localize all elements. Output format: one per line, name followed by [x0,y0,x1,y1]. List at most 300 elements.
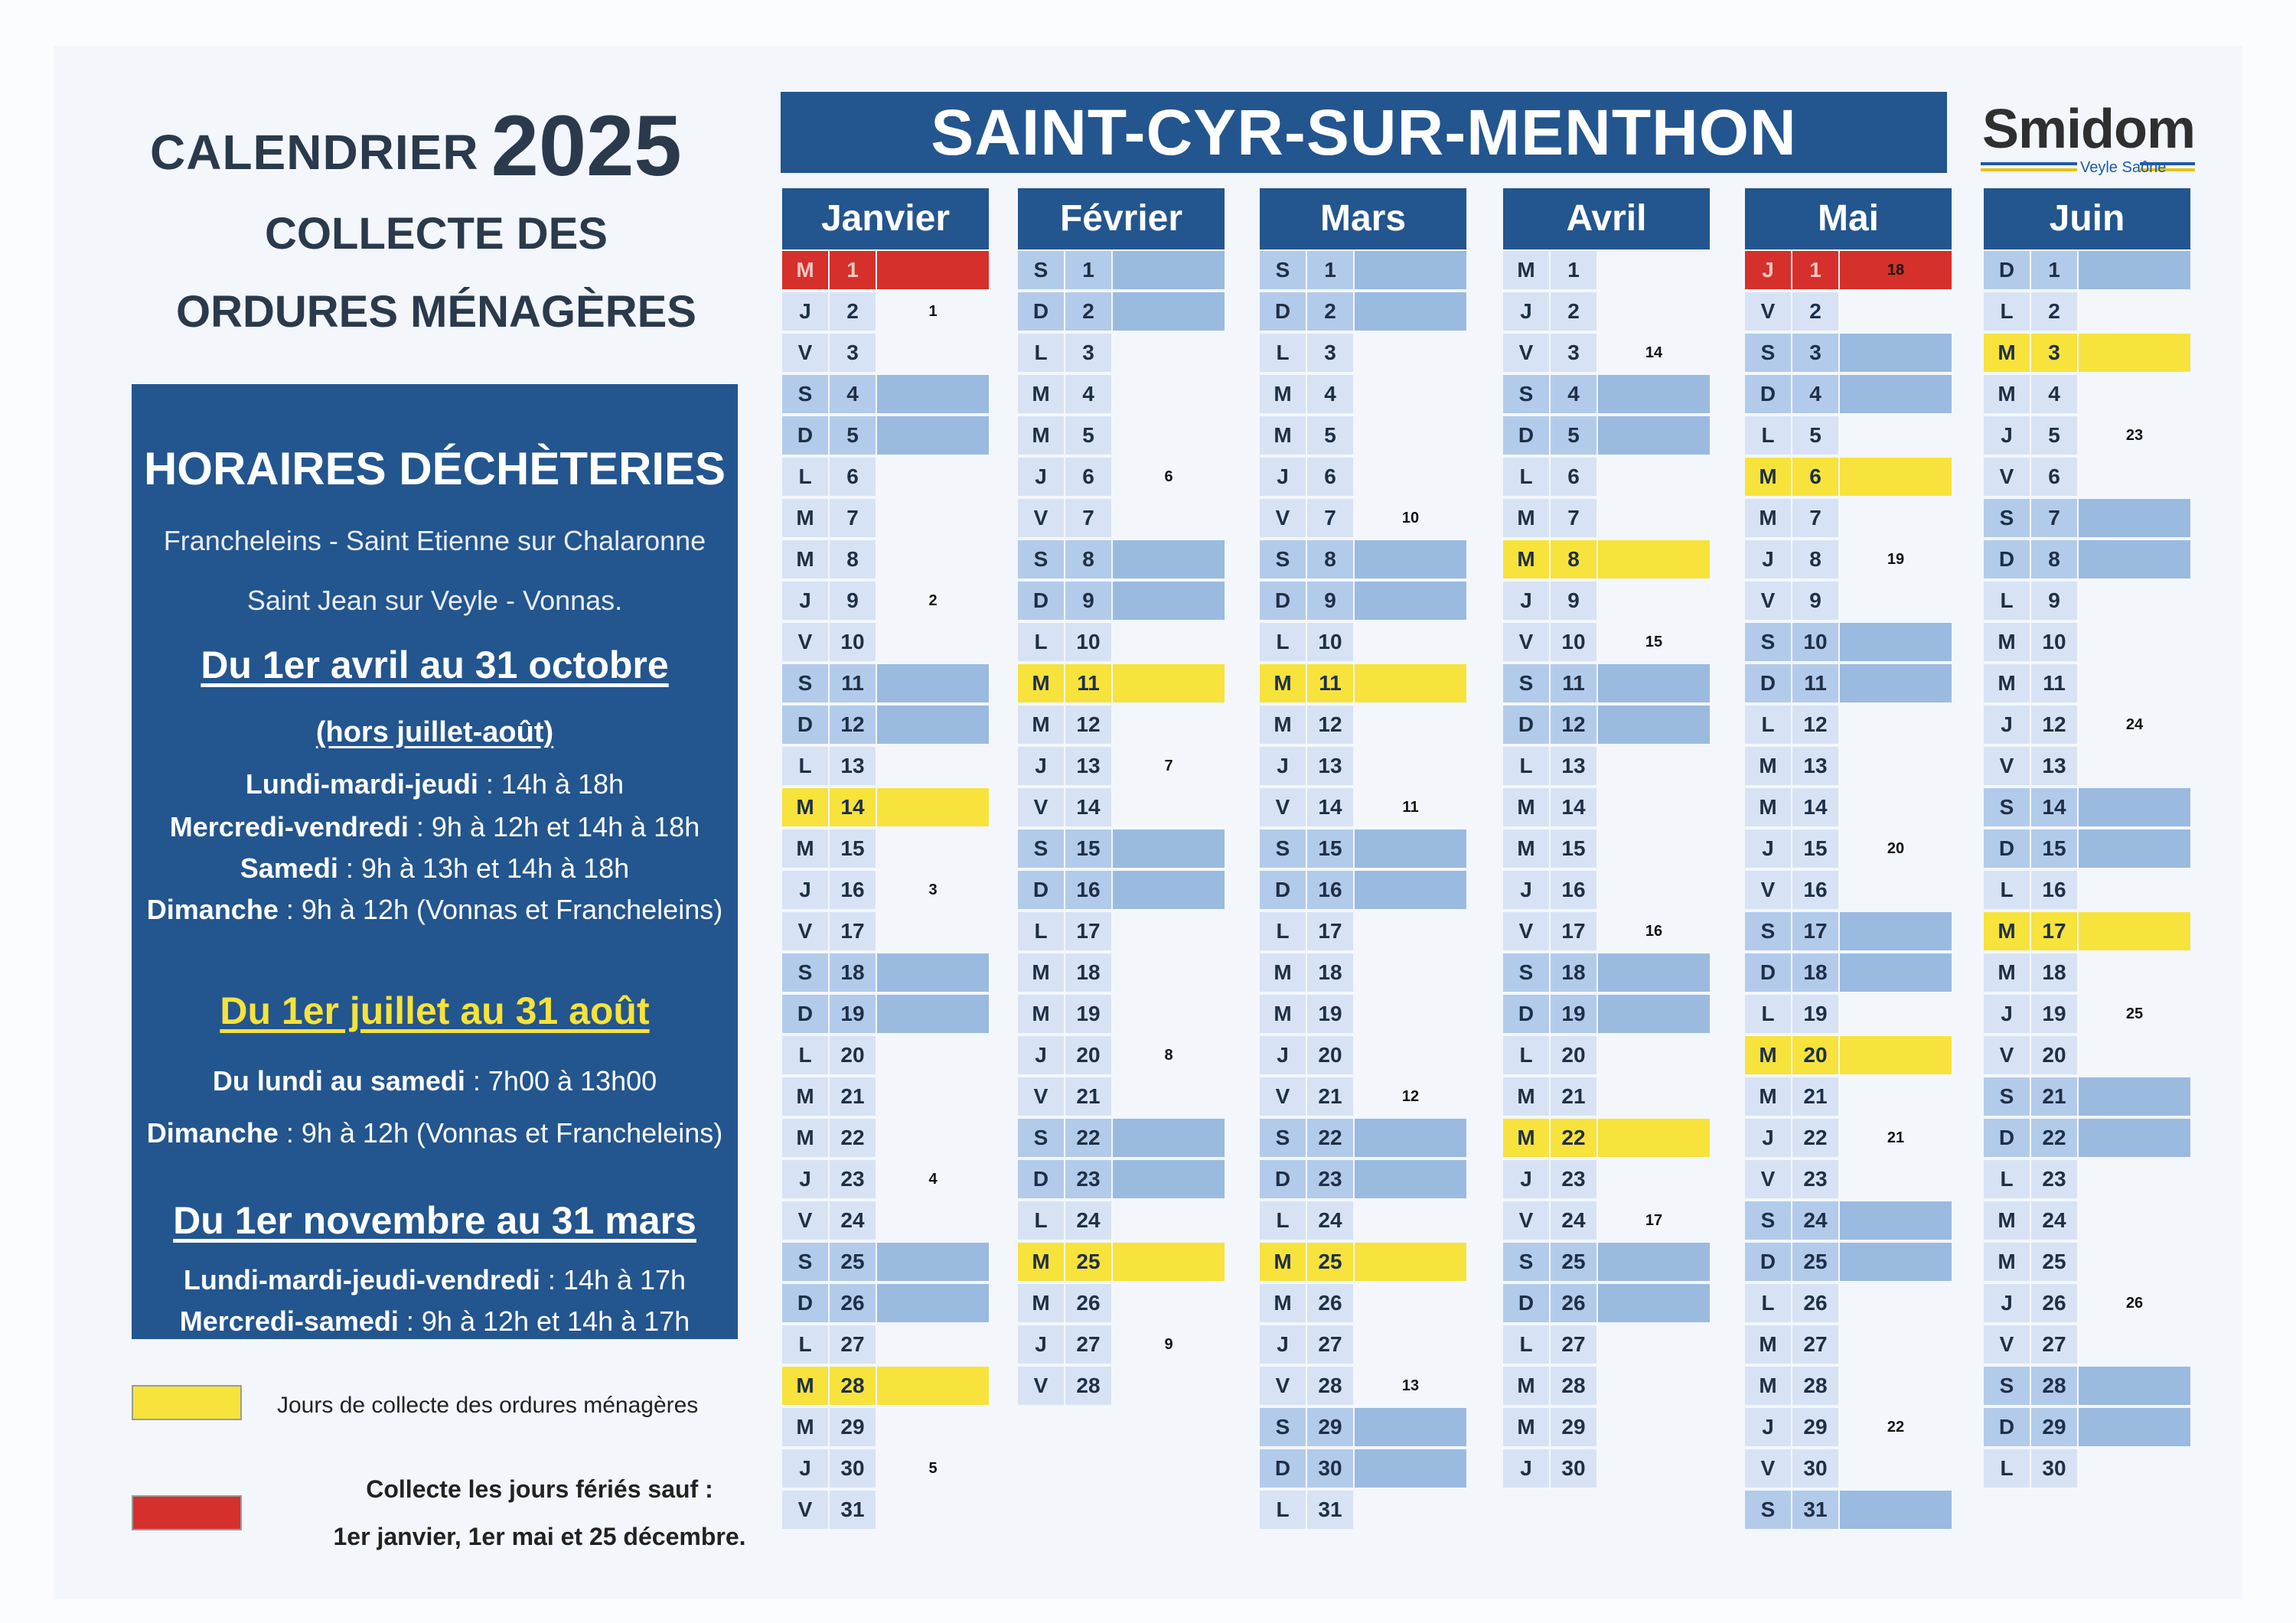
week-number: 21 [1887,1129,1905,1146]
day-number: 7 [1082,506,1094,530]
day-row [1018,704,1225,745]
weekday-letter: M [1759,464,1777,488]
week-number: 10 [1401,510,1420,526]
weekday-letter: D [1998,1415,2015,1439]
day-number: 9 [1809,588,1821,612]
day-number: 21 [1318,1084,1342,1108]
weekday-letter: S [1033,547,1049,571]
day-row [1984,373,2190,415]
day-cell [877,1367,989,1405]
weekday-letter: S [1033,1126,1049,1149]
day-cell [1840,788,1952,826]
day-row [1745,869,1952,911]
day-cell [1598,1408,1710,1446]
period3-title: Du 1er novembre au 31 mars [173,1199,696,1242]
weekday-letter: L [2000,878,2014,901]
day-cell [1355,664,1466,702]
day-row [1503,497,1710,539]
period1-subtitle: (hors juillet-août) [315,716,554,748]
day-row [1260,952,1466,993]
day-number: 8 [1809,547,1821,571]
day-row [1984,249,2190,291]
day-number: 13 [1076,754,1101,777]
day-number: 13 [1803,754,1828,777]
weekday-letter: D [1274,588,1291,612]
weekday-letter: V [797,1208,813,1232]
day-row [1503,1076,1710,1117]
weekday-letter: V [1518,341,1534,364]
weekday-letter: S [797,382,813,406]
day-number: 15 [1803,836,1828,860]
month-header: Janvier [782,188,989,249]
day-number: 7 [1809,506,1821,530]
weekday-letter: S [1518,671,1534,695]
weekday-letter: S [1999,506,2014,530]
weekday-letter: M [1274,1002,1292,1025]
day-row [1984,787,2190,828]
day-row [1503,249,1710,291]
day-number: 16 [1076,878,1101,901]
day-cell [2079,1119,2190,1157]
weekday-letter: D [1032,878,1049,901]
day-row [1503,373,1710,415]
day-row [1745,663,1952,704]
weekday-letter: V [1999,754,2014,777]
dechetteries-title: HORAIRES DÉCHÈTERIES [143,443,726,494]
day-number: 3 [1809,341,1821,364]
weekday-letter: M [1517,506,1535,530]
day-cell [1598,292,1710,331]
weekday-letter: M [1032,671,1050,695]
day-number: 6 [1809,464,1821,488]
day-row [1745,580,1952,621]
day-number: 14 [1318,795,1342,819]
day-cell [2079,540,2190,578]
day-row [1503,1200,1710,1241]
day-number: 9 [1082,588,1094,612]
day-number: 29 [2042,1415,2066,1439]
day-row [1018,911,1225,952]
day-number: 30 [1803,1456,1828,1480]
day-row [1745,1282,1952,1324]
day-row [1745,911,1952,952]
day-cell [1355,995,1466,1033]
weekday-letter: D [1518,1002,1534,1025]
day-number: 19 [1076,1002,1101,1025]
day-number: 27 [840,1332,865,1356]
weekday-letter: J [2001,1291,2013,1315]
day-cell [1840,1077,1952,1116]
day-number: 24 [2042,1208,2066,1232]
day-cell [1113,499,1225,537]
day-number: 1 [1567,258,1580,282]
weekday-letter: L [1761,1002,1775,1025]
day-row [1745,745,1952,787]
day-row [1503,993,1710,1035]
weekday-letter: S [1275,1126,1290,1149]
weekday-letter: J [1762,258,1774,282]
weekday-letter: S [1999,1084,2014,1108]
day-row [1984,1365,2190,1406]
day-number: 2 [846,299,859,323]
day-cell [1355,623,1466,661]
period1-row: Samedi : 9h à 13h et 14h à 18h [240,852,630,884]
day-number: 1 [1082,258,1094,282]
week-number: 25 [2125,1005,2144,1022]
weekday-letter: J [799,1456,811,1480]
day-number: 21 [1803,1084,1828,1108]
day-number: 28 [1076,1374,1101,1397]
day-row [1984,1076,2190,1117]
weekday-letter: M [796,1374,814,1397]
week-number: 1 [928,303,938,320]
day-cell [1113,788,1225,826]
day-number: 4 [846,382,859,406]
day-cell [877,953,989,992]
day-row [782,580,989,621]
weekday-letter: J [2001,712,2013,736]
day-cell [1113,664,1225,702]
sites-line2: Saint Jean sur Veyle - Vonnas. [246,585,623,616]
day-row [1503,580,1710,621]
weekday-letter: J [1520,1456,1532,1480]
day-cell [2079,788,2190,826]
day-cell [877,1325,989,1364]
day-cell [877,1243,989,1281]
day-number: 24 [1561,1208,1586,1232]
day-cell [1598,829,1710,868]
day-number: 26 [2042,1291,2066,1315]
day-row [1260,621,1466,663]
day-number: 14 [840,795,865,819]
day-number: 11 [1562,671,1585,695]
day-row [1260,456,1466,497]
day-row [1260,787,1466,828]
day-row [1260,332,1466,373]
day-row [1018,621,1225,663]
weekday-letter: V [1760,1167,1776,1191]
day-cell [1355,706,1466,744]
weekday-letter: M [796,506,814,530]
weekday-letter: V [1760,1456,1776,1480]
weekday-letter: L [2000,1456,2014,1480]
day-number: 30 [840,1456,865,1480]
day-number: 25 [840,1250,865,1273]
day-cell [1113,416,1225,455]
day-cell [1598,1119,1710,1157]
weekday-letter: S [1760,919,1776,943]
weekday-letter: S [1033,258,1049,282]
weekday-letter: J [1277,1332,1289,1356]
weekday-letter: V [797,919,813,943]
day-row [1018,1282,1225,1324]
weekday-letter: L [1519,1043,1533,1067]
day-cell [1840,706,1952,744]
weekday-letter: J [1520,299,1532,323]
day-cell [1840,582,1952,620]
day-cell [1598,540,1710,578]
day-row [782,1035,989,1076]
weekday-letter: S [1033,836,1049,860]
weekday-letter: M [796,547,814,571]
day-cell [1598,1243,1710,1281]
day-number: 5 [1809,423,1821,447]
day-number: 20 [1803,1043,1828,1067]
day-number: 18 [1076,960,1101,984]
weekday-letter: J [1762,1415,1774,1439]
day-number: 18 [1803,960,1828,984]
day-cell [1840,499,1952,537]
day-number: 4 [1082,382,1094,406]
day-row [1260,993,1466,1035]
weekday-letter: M [1998,382,2016,406]
weekday-letter: S [1518,960,1534,984]
day-number: 2 [1567,299,1580,323]
day-row [1984,1282,2190,1324]
day-row [1984,869,2190,911]
weekday-letter: S [1275,1415,1290,1439]
day-row [1260,663,1466,704]
day-number: 20 [2042,1043,2066,1067]
day-number: 22 [1803,1126,1828,1149]
day-row [1260,1489,1466,1530]
day-cell [1598,416,1710,455]
month-header: Février [1018,188,1225,249]
day-row [782,373,989,415]
day-cell [2079,582,2190,620]
day-row [1503,1448,1710,1489]
day-number: 4 [2048,382,2060,406]
day-number: 8 [1082,547,1094,571]
weekday-letter: M [1759,1374,1777,1397]
weekday-letter: J [1520,588,1532,612]
day-number: 4 [1567,382,1580,406]
month-juin [1984,188,2190,1489]
day-row [1503,1035,1710,1076]
day-row [1018,1117,1225,1159]
weekday-letter: M [1032,382,1050,406]
day-row [1984,745,2190,787]
day-row [1018,993,1225,1035]
day-row [1984,1448,2190,1489]
period1-row: Lundi-mardi-jeudi : 14h à 18h [245,768,625,800]
day-number: 10 [1803,630,1828,653]
day-number: 1 [1809,258,1821,282]
smidom-logo [1978,98,2200,182]
day-number: 21 [2042,1084,2066,1108]
day-number: 13 [2042,754,2066,777]
day-cell [1840,664,1952,702]
calendar-word: CALENDRIER [150,125,479,180]
day-cell [1355,1284,1466,1322]
day-cell [2079,953,2190,992]
day-number: 5 [1082,423,1094,447]
day-row [1745,1365,1952,1406]
day-number: 6 [846,464,859,488]
day-number: 11 [1319,671,1342,695]
day-cell [877,416,989,455]
day-row [1984,993,2190,1035]
weekday-letter: V [1999,464,2014,488]
day-number: 10 [2042,630,2066,653]
weekday-letter: M [1759,1332,1777,1356]
weekday-letter: M [1998,1250,2016,1273]
weekday-letter: D [1760,960,1776,984]
day-cell [1113,912,1225,950]
day-row [1745,704,1952,745]
day-number: 21 [1076,1084,1101,1108]
day-cell [877,747,989,785]
weekday-letter: L [1519,754,1533,777]
day-row [782,1076,989,1117]
weekday-letter: J [2001,423,2013,447]
day-cell [1840,1367,1952,1405]
day-number: 16 [1803,878,1828,901]
day-row [1260,1324,1466,1365]
day-row [1984,1406,2190,1448]
day-row [782,1200,989,1241]
day-number: 20 [1076,1043,1101,1067]
day-row [1260,1365,1466,1406]
day-row [1018,249,1225,291]
weekday-letter: V [1033,1374,1049,1397]
day-number: 14 [1561,795,1586,819]
weekday-letter: M [1759,1043,1777,1067]
day-number: 20 [1318,1043,1342,1067]
day-number: 27 [1561,1332,1586,1356]
weekday-letter: D [1760,382,1776,406]
weekday-letter: M [1032,960,1050,984]
day-cell [1113,1201,1225,1240]
day-cell [1113,1119,1225,1157]
month-header: Mai [1745,188,1952,249]
weekday-letter: M [1517,547,1535,571]
day-number: 22 [1561,1126,1586,1149]
day-row [1503,332,1710,373]
weekday-letter: L [1761,423,1775,447]
day-number: 5 [1324,423,1336,447]
weekday-letter: S [1275,258,1290,282]
day-cell [1113,953,1225,992]
weekday-letter: L [1276,1208,1290,1232]
day-cell [1598,995,1710,1033]
day-row [1260,291,1466,332]
day-row [1503,1324,1710,1365]
day-number: 1 [1324,258,1336,282]
weekday-letter: L [1276,341,1290,364]
month-days [782,249,989,1530]
weekday-letter: J [1762,547,1774,571]
week-number: 24 [2125,716,2144,733]
day-row [1260,704,1466,745]
day-row [782,415,989,456]
day-row [1018,539,1225,580]
day-cell [1113,995,1225,1033]
period2-title: Du 1er juillet au 31 août [220,989,650,1032]
weekday-letter: D [1998,836,2015,860]
day-number: 25 [1076,1250,1101,1273]
day-row [1018,291,1225,332]
day-cell [1840,747,1952,785]
day-number: 29 [840,1415,865,1439]
day-cell [1355,1408,1466,1446]
day-row [1260,1076,1466,1117]
day-cell [877,1119,989,1157]
day-number: 5 [2048,423,2060,447]
day-number: 25 [2042,1250,2066,1273]
day-cell [1355,1325,1466,1364]
day-row [1503,415,1710,456]
month-days [1260,249,1466,1530]
day-row [782,1241,989,1282]
day-cell [1355,416,1466,455]
day-row [1260,539,1466,580]
day-cell [877,912,989,950]
day-cell [1355,292,1466,331]
day-cell [2079,499,2190,537]
weekday-letter: M [1032,1250,1050,1273]
day-number: 29 [1803,1415,1828,1439]
weekday-letter: M [1274,1250,1292,1273]
weekday-letter: M [1759,754,1777,777]
day-row [1503,745,1710,787]
day-row [1503,1282,1710,1324]
day-cell [877,1036,989,1074]
weekday-letter: J [2001,1002,2013,1025]
day-cell [877,1077,989,1116]
day-cell [877,706,989,744]
weekday-letter: M [1998,630,2016,653]
weekday-letter: V [1275,1374,1290,1397]
week-number: 22 [1887,1419,1905,1436]
day-number: 14 [1076,795,1101,819]
weekday-letter: M [1759,1084,1777,1108]
day-cell [877,458,989,496]
day-cell [2079,623,2190,661]
dechetteries-hours-panel [132,384,738,1339]
day-row [1018,1324,1225,1365]
day-row [1984,704,2190,745]
weekday-letter: V [1760,878,1776,901]
day-row [1984,1200,2190,1241]
day-cell [1355,953,1466,992]
week-number: 13 [1401,1377,1420,1394]
day-row [1018,1200,1225,1241]
day-number: 9 [1324,588,1336,612]
day-row [1984,1035,2190,1076]
day-row [1984,497,2190,539]
day-row [1503,291,1710,332]
day-cell [1113,1160,1225,1198]
day-number: 13 [1318,754,1342,777]
day-cell [1598,375,1710,413]
day-row [1745,952,1952,993]
day-row [1745,1448,1952,1489]
day-number: 16 [2042,878,2066,901]
day-number: 14 [2042,795,2066,819]
day-number: 12 [1076,712,1101,736]
day-number: 10 [840,630,865,653]
day-number: 16 [840,878,865,901]
day-number: 12 [1561,712,1586,736]
day-row [1260,1282,1466,1324]
day-number: 8 [2048,547,2060,571]
day-row [1745,415,1952,456]
day-row [1018,828,1225,869]
day-cell [1113,334,1225,372]
day-row [1260,497,1466,539]
day-cell [1355,375,1466,413]
